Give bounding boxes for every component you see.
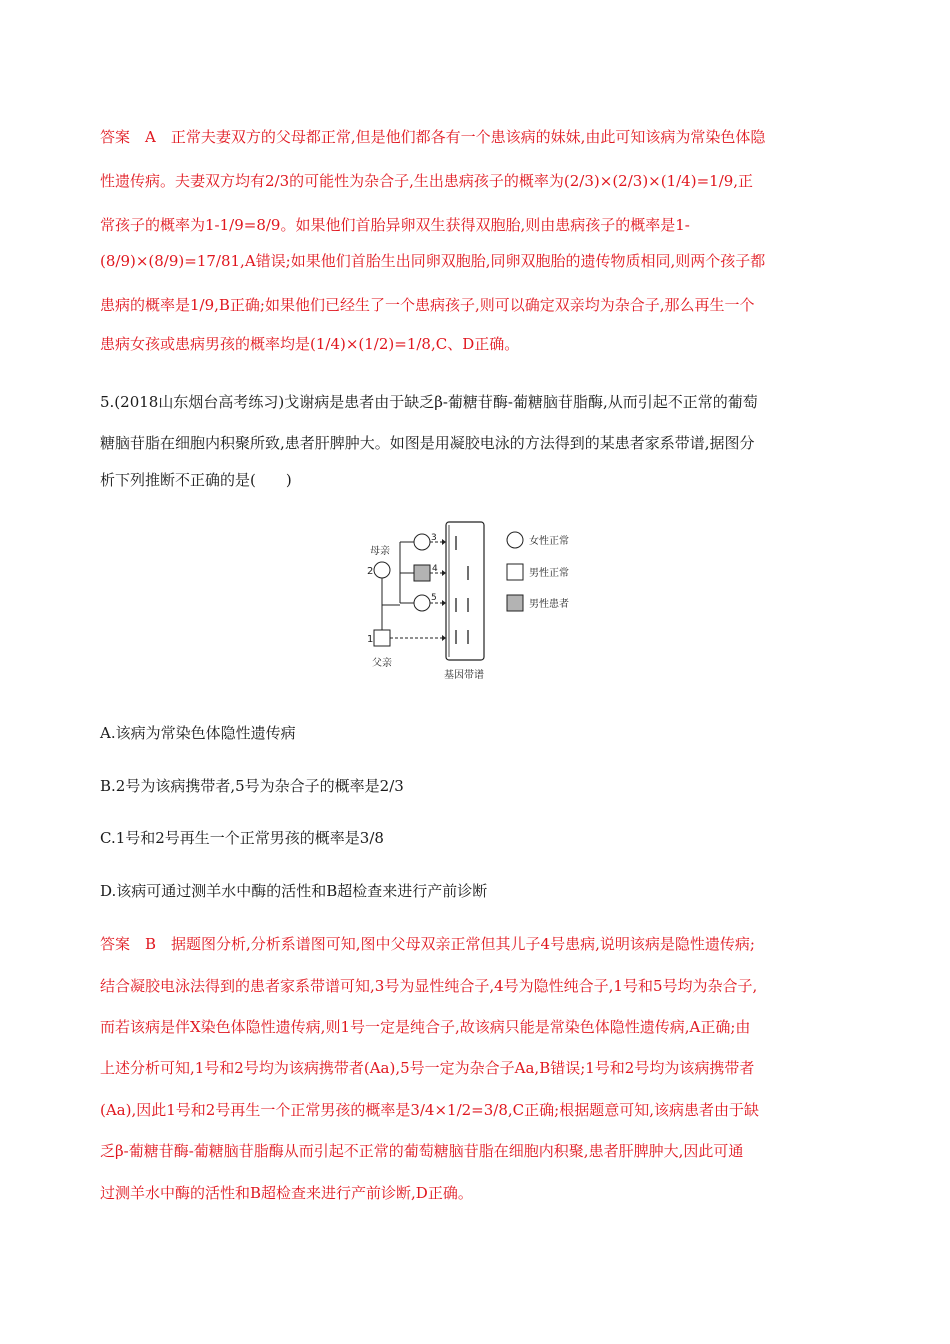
answer-5-block (100, 934, 850, 1214)
question-5-stem (100, 392, 850, 502)
answer-4-line: 答案 A 正常夫妻双方的父母都正常,但是他们都各有一个患该病的妹妹,由此可知该病为常染色体隐 (100, 128, 766, 146)
question-5-line: 析下列推断不正确的是( ) (100, 471, 292, 489)
answer-5-line: 乏β-葡糖苷酶-葡糖脑苷脂酶从而引起不正常的葡萄糖脑苷脂在细胞内积聚,患者肝脾肿大,因此可通 (100, 1142, 744, 1160)
question-5-line: 5.(2018山东烟台高考练习)戈谢病是患者由于缺乏β-葡糖苷酶-葡糖脑苷脂酶,从而引起不正常的葡萄 (100, 393, 758, 411)
options-block (100, 723, 850, 903)
arrow-1-head (442, 635, 446, 641)
father-symbol (374, 630, 390, 646)
child-4-symbol (414, 565, 430, 581)
answer-5-line: (Aa),因此1号和2号再生一个正常男孩的概率是3/4×1/2=3/8,C正确;根据题意可知,该病患者由于缺 (100, 1101, 759, 1119)
answer-5-line: 结合凝胶电泳法得到的患者家系带谱可知,3号为显性纯合子,4号为隐性纯合子,1号和5号均为杂合子, (100, 977, 758, 995)
individual-number-1: 1 (367, 634, 374, 645)
question-5-line: 糖脑苷脂在细胞内积聚所致,患者肝脾肿大。如图是用凝胶电泳的方法得到的某患者家系带谱,据图分 (100, 434, 755, 452)
option-b: B.2号为该病携带者,5号为杂合子的概率是2/3 (100, 777, 404, 795)
answer-4-line: 患病的概率是1/9,B正确;如果他们已经生了一个患病孩子,则可以确定双亲均为杂合子,那么再生一个 (100, 296, 755, 314)
legend-male-patient-symbol (507, 595, 523, 611)
child-5-symbol (414, 595, 430, 611)
legend-male-normal-symbol (507, 564, 523, 580)
legend-female-normal-symbol (507, 532, 523, 548)
option-d: D.该病可通过测羊水中酶的活性和B超检查来进行产前诊断 (100, 882, 488, 900)
gel-box (446, 522, 484, 660)
answer-4-line: 患病女孩或患病男孩的概率均是(1/4)×(1/2)=1/8,C、D正确。 (100, 335, 520, 353)
individual-number-2: 2 (367, 566, 374, 577)
legend-male-normal-label: 男性正常 (529, 568, 569, 579)
gel-label: 基因带谱 (444, 670, 484, 681)
answer-4-line: (8/9)×(8/9)=17/81,A错误;如果他们首胎生出同卵双胞胎,同卵双胞胎的遗传物质相同,则两个孩子都 (100, 252, 766, 270)
individual-number-3: 3 (431, 533, 437, 543)
answer-4-line: 常孩子的概率为1-1/9=8/9。如果他们首胎异卵双生获得双胞胎,则由患病孩子的概率是1- (100, 216, 690, 234)
answer-5-line: 过测羊水中酶的活性和B超检查来进行产前诊断,D正确。 (100, 1184, 473, 1202)
legend-female-normal-label: 女性正常 (529, 536, 569, 547)
answer-5-line: 上述分析可知,1号和2号均为该病携带者(Aa),5号一定为杂合子Aa,B错误;1号和2号均为该病携带者 (100, 1059, 755, 1077)
answer-5-line: 而若该病是伴X染色体隐性遗传病,则1号一定是纯合子,故该病只能是常染色体隐性遗传病,A正确;由 (100, 1018, 751, 1036)
legend-male-patient-label: 男性患者 (529, 599, 569, 610)
arrow-3-head (442, 539, 446, 545)
answer-5-line: 答案 B 据题图分析,分析系谱图可知,图中父母双亲正常但其儿子4号患病,说明该病是隐性遗传病; (100, 935, 755, 953)
pedigree-gel-figure (360, 518, 590, 688)
option-a: A.该病为常染色体隐性遗传病 (100, 724, 296, 742)
mother-symbol (374, 562, 390, 578)
individual-number-5: 5 (431, 593, 437, 603)
answer-4-block (100, 127, 850, 367)
answer-4-line: 性遗传病。夫妻双方均有2/3的可能性为杂合子,生出患病孩子的概率为(2/3)×(2/3)×(1/4)=1/9,正 (100, 172, 754, 190)
arrow-5-head (442, 600, 446, 606)
child-3-symbol (414, 534, 430, 550)
option-c: C.1号和2号再生一个正常男孩的概率是3/8 (100, 829, 384, 847)
individual-number-4: 4 (432, 564, 438, 574)
mother-label: 母亲 (370, 546, 390, 557)
arrow-4-head (442, 570, 446, 576)
father-label: 父亲 (372, 658, 392, 669)
